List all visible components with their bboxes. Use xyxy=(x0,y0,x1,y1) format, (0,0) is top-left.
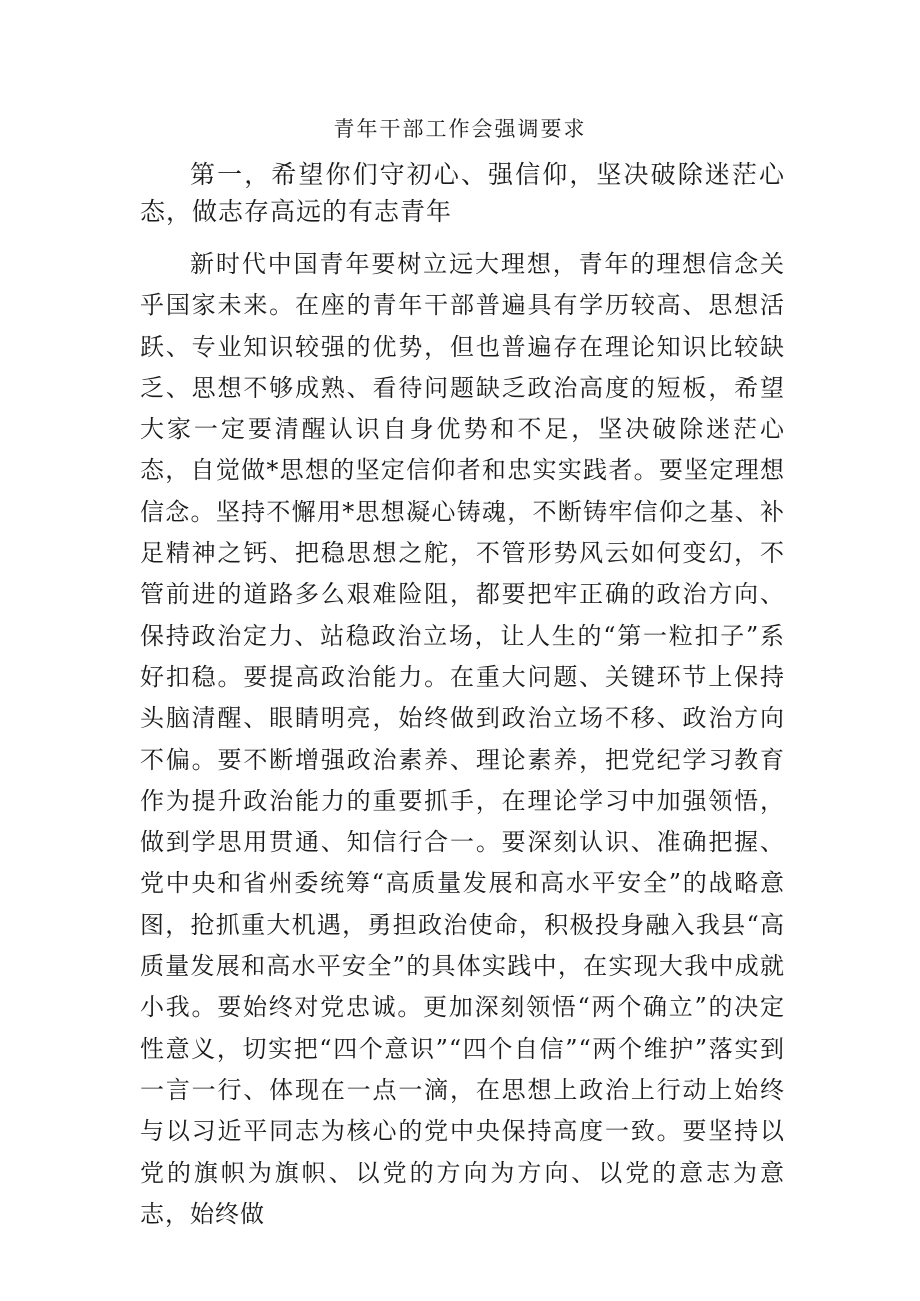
document-title: 青年干部工作会强调要求 xyxy=(333,117,587,141)
body-paragraph: 新时代中国青年要树立远大理想，青年的理想信念关乎国家未来。在座的青年干部普遍具有学历较高、思想活跃、专业知识较强的优势，但也普遍存在理论知识比较缺乏、思想不够成熟、看待问题缺乏政治高度的短板，希望大家一定要清醒认识自身优势和不足，坚决破除迷茫心态，自觉做*思想的坚定信仰者和忠实实践者。要坚定理想信念。坚持不懈用*思想凝心铸魂，不断铸牢信仰之基、补足精神之钙、把稳思想之舵，不管形势风云如何变幻，不管前进的道路多么艰难险阻，都要把牢正确的政治方向、保持政治定力、站稳政治立场，让人生的“第一粒扣子”系好扣稳。要提高政治能力。在重大问题、关键环节上保持头脑清醒、眼睛明亮，始终做到政治立场不移、政治方向不偏。要不断增强政治素养、理论素养，把党纪学习教育作为提升政治能力的重要抓手，在理论学习中加强领悟，做到学思用贯通、知信行合一。要深刻认识、准确把握、党中央和省州委统筹“高质量发展和高水平安全”的战略意图，抢抓重大机遇，勇担政治使命，积极投身融入我县“高质量发展和高水平安全”的具体实践中，在实现大我中成就小我。要始终对党忠诚。更加深刻领悟“两个确立”的决定性意义，切实把“四个意识”“四个自信”“两个维护”落实到一言一行、体现在一点一滴，在思想上政治上行动上始终与以习近平同志为核心的党中央保持高度一致。要坚持以党的旗帜为旗帜、以党的方向为方向、以党的意志为意志，始终做 xyxy=(140,250,785,1228)
section-heading: 第一，希望你们守初心、强信仰，坚决破除迷茫心态，做志存高远的有志青年 xyxy=(140,160,785,226)
